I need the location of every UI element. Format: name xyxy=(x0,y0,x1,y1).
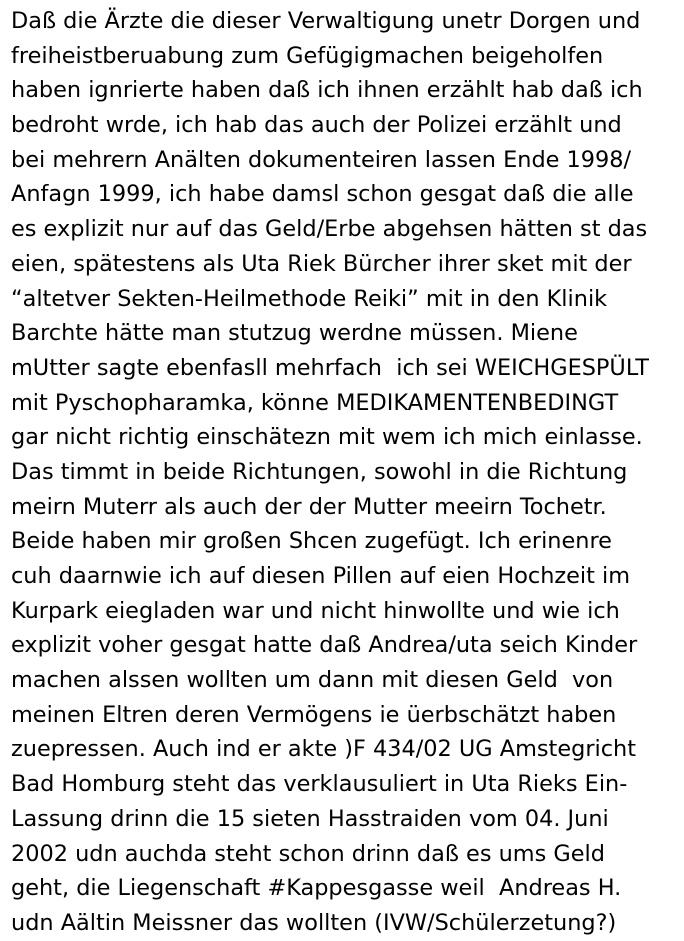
text-line: bedroht wrde, ich hab das auch der Polizei erzählt und xyxy=(11,112,622,139)
text-line: meirn Muterr als auch der der Mutter meeirn Tochetr. xyxy=(11,493,607,520)
text-line: eien, spätestens als Uta Riek Bürcher ihrer sket mit der xyxy=(11,250,632,277)
text-line: explizit voher gesgat hatte daß Andrea/uta seich Kinder xyxy=(11,632,638,659)
text-line: Lassung drinn die 15 sieten Hasstraiden vom 04. Juni xyxy=(11,805,609,832)
text-line: mUtter sagte ebenfasll mehrfach ich sei WEICHGESPÜLT xyxy=(11,354,649,381)
text-line: udn Aältin Meissner das wollten (IVW/Schülerzetung?) xyxy=(11,909,617,936)
text-line: Daß die Ärzte die dieser Verwaltigung unetr Dorgen und xyxy=(11,8,641,34)
text-line: 2002 udn auchda steht schon drinn daß es ums Geld xyxy=(11,840,605,867)
text-line: Beide haben mir großen Shcen zugefügt. Ich erinenre xyxy=(11,528,612,555)
text-line: gar nicht richtig einschätezn mit wem ich mich einlasse. xyxy=(11,424,643,451)
text-line: Kurpark eiegladen war und nicht hinwollte und wie ich xyxy=(11,597,620,624)
text-line: Das timmt in beide Richtungen, sowohl in die Richtung xyxy=(11,458,628,485)
text-line: Barchte hätte man stutzug werdne müssen. Miene xyxy=(11,320,578,347)
text-line: geht, die Liegenschaft #Kappesgasse weil Andreas H. xyxy=(11,875,622,902)
text-line: machen alssen wollten um dann mit diesen Geld von xyxy=(11,667,614,694)
text-line: haben ignrierte haben daß ich ihnen erzählt hab daß ich xyxy=(11,77,643,104)
text-line: meinen Eltren deren Vermögens ie üerbschätzt haben xyxy=(11,701,617,728)
text-line: zuepressen. Auch ind er akte )F 434/02 UG Amstegricht xyxy=(11,736,637,763)
text-line: bei mehrern Anälten dokumenteiren lassen Ende 1998/ xyxy=(11,146,632,173)
text-line: Anfagn 1999, ich habe damsl schon gesgat daß die alle xyxy=(11,181,634,208)
text-line: es explizit nur auf das Geld/Erbe abgehsen hätten st das xyxy=(11,216,648,243)
text-line: mit Pyschopharamka, könne MEDIKAMENTENBEDINGT xyxy=(11,389,619,416)
text-line: cuh daarnwie ich auf diesen Pillen auf eien Hochzeit im xyxy=(11,563,631,589)
text-line: Bad Homburg steht das verklausuliert in Uta Rieks Ein- xyxy=(11,771,628,798)
document-text xyxy=(11,4,683,941)
text-line: “altetver Sekten-Heilmethode Reiki” mit in den Klinik xyxy=(11,285,608,312)
text-line: freiheistberuabung zum Gefügigmachen beigeholfen xyxy=(11,42,604,69)
